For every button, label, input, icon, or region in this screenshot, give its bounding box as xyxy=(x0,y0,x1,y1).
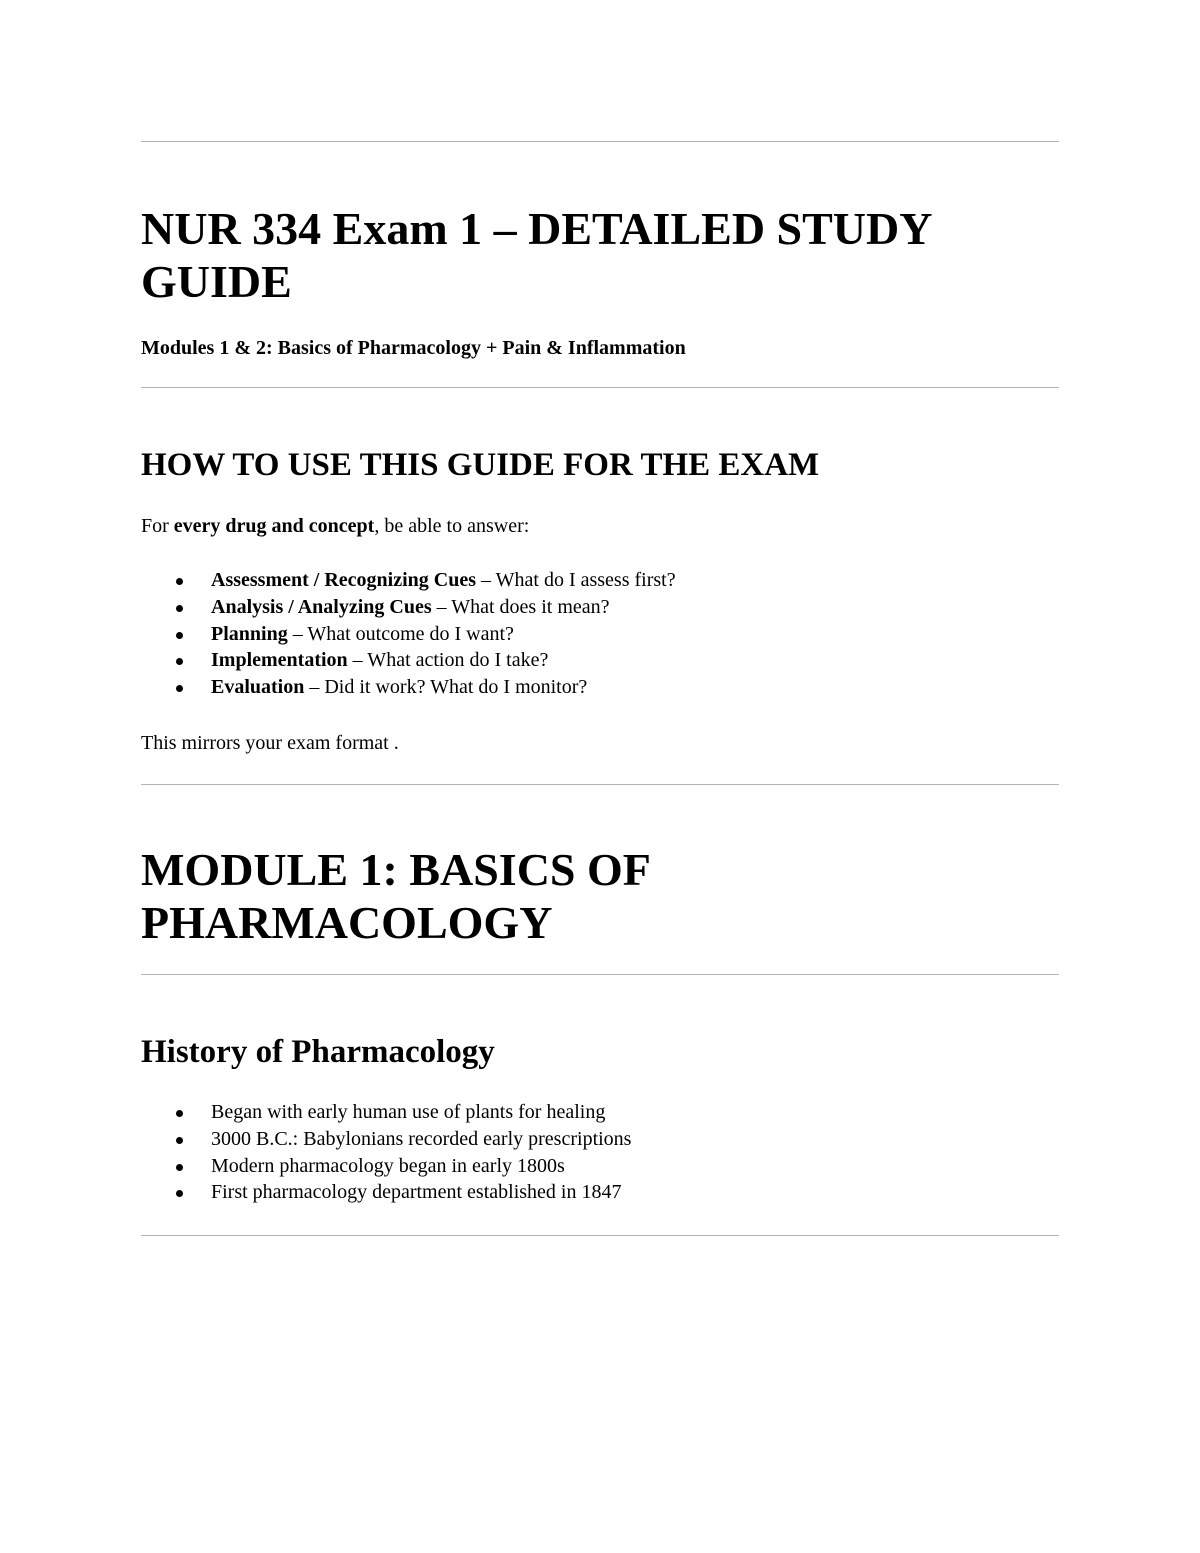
list-item xyxy=(141,647,676,674)
list-item xyxy=(141,674,676,701)
list-item-text: – What does it mean? xyxy=(431,595,610,618)
intro-prefix: For xyxy=(141,515,174,537)
bullet-icon xyxy=(176,658,183,665)
list-item xyxy=(141,567,676,594)
section-heading-how-to-use: HOW TO USE THIS GUIDE FOR THE EXAM xyxy=(141,447,820,483)
bullet-icon xyxy=(176,685,183,692)
page-subtitle: Modules 1 & 2: Basics of Pharmacology + Pain & Inflammation xyxy=(141,337,686,359)
list-item xyxy=(141,1153,631,1180)
bullet-icon xyxy=(176,1164,183,1171)
page-title: NUR 334 Exam 1 – DETAILED STUDY GUIDE xyxy=(141,203,931,307)
list-item-text: – Did it work? What do I monitor? xyxy=(304,676,588,699)
list-item xyxy=(141,1126,631,1153)
list-item-text: – What action do I take? xyxy=(347,649,549,672)
bullet-icon xyxy=(176,1110,183,1117)
history-list xyxy=(141,1099,631,1206)
list-item xyxy=(141,1179,631,1206)
list-item-term: Implementation xyxy=(211,649,348,672)
divider xyxy=(141,141,1059,142)
section-heading-history: History of Pharmacology xyxy=(141,1034,495,1070)
intro-emphasis: every drug and concept xyxy=(173,515,375,537)
list-item-text: Began with early human use of plants for healing xyxy=(211,1101,606,1123)
how-to-use-closing: This mirrors your exam format . xyxy=(141,732,399,754)
bullet-icon xyxy=(176,578,183,585)
list-item xyxy=(141,621,676,648)
bullet-icon xyxy=(176,1137,183,1144)
list-item-text: Modern pharmacology began in early 1800s xyxy=(211,1154,565,1177)
list-item-text: 3000 B.C.: Babylonians recorded early prescriptions xyxy=(211,1127,632,1150)
bullet-icon xyxy=(176,1190,183,1197)
list-item-text: – What do I assess first? xyxy=(476,569,676,591)
list-item-term: Evaluation xyxy=(211,676,305,699)
bullet-icon xyxy=(176,632,183,639)
how-to-use-intro xyxy=(141,514,529,538)
nursing-process-list xyxy=(141,567,676,701)
list-item-term: Assessment / Recognizing Cues xyxy=(211,569,476,591)
list-item-term: Planning xyxy=(211,622,288,645)
divider xyxy=(141,1235,1059,1236)
module-1-heading: MODULE 1: BASICS OF PHARMACOLOGY xyxy=(141,844,650,948)
list-item xyxy=(141,594,676,621)
divider xyxy=(141,387,1059,388)
list-item-text: First pharmacology department established in 1847 xyxy=(211,1181,622,1204)
list-item-text: – What outcome do I want? xyxy=(287,622,514,645)
list-item xyxy=(141,1099,631,1126)
divider xyxy=(141,784,1059,785)
divider xyxy=(141,974,1059,975)
bullet-icon xyxy=(176,605,183,612)
list-item-term: Analysis / Analyzing Cues xyxy=(211,595,432,618)
intro-suffix: , be able to answer: xyxy=(374,515,530,537)
